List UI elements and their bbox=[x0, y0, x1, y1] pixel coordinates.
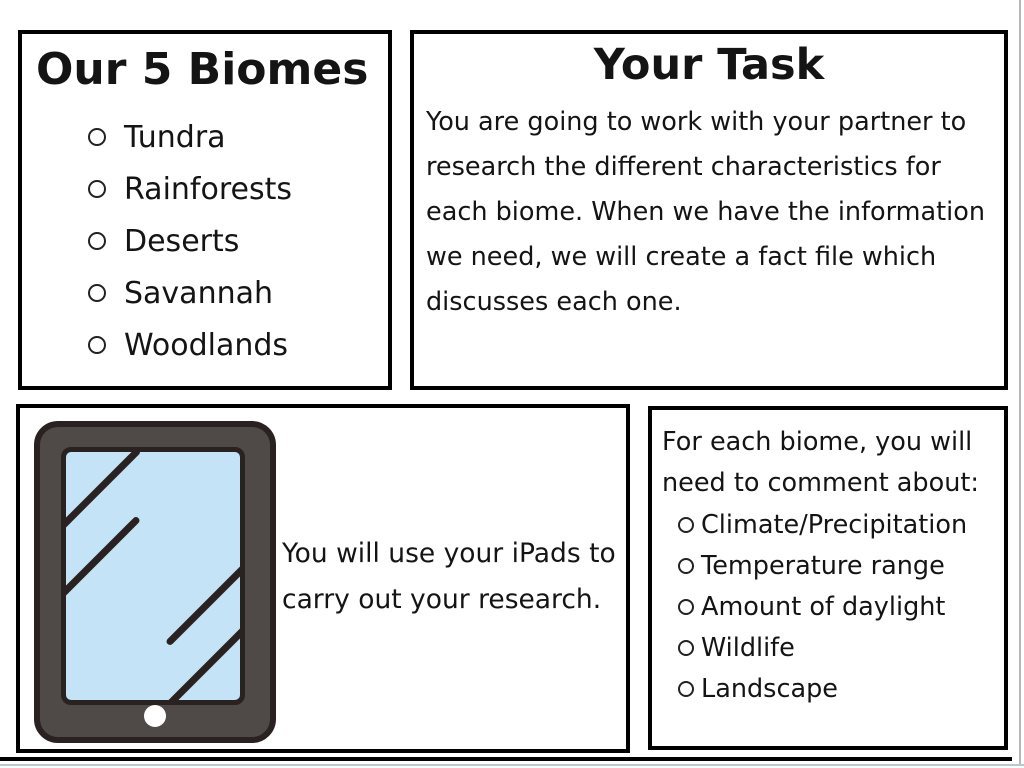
ipad-box bbox=[16, 404, 630, 753]
list-item bbox=[678, 668, 1004, 709]
screen-reflection-line bbox=[61, 516, 141, 606]
list-item bbox=[88, 111, 388, 163]
requirements-box bbox=[648, 406, 1008, 750]
circle-bullet-icon bbox=[88, 336, 106, 354]
circle-bullet-icon bbox=[88, 284, 106, 302]
circle-bullet-icon bbox=[678, 681, 694, 697]
list-item bbox=[678, 586, 1004, 627]
circle-bullet-icon bbox=[678, 640, 694, 656]
circle-bullet-icon bbox=[678, 558, 694, 574]
task-title: Your Task bbox=[593, 40, 825, 90]
biome-label: Rainforests bbox=[124, 171, 292, 207]
tablet-screen bbox=[61, 447, 245, 705]
requirement-label: Temperature range bbox=[701, 550, 945, 581]
list-item bbox=[88, 163, 388, 215]
biomes-list bbox=[22, 111, 388, 371]
list-item bbox=[88, 319, 388, 371]
requirements-intro: For each biome, you will need to comment about: bbox=[662, 427, 979, 498]
circle-bullet-icon bbox=[678, 599, 694, 615]
screen-reflection-line bbox=[165, 557, 245, 647]
biome-label: Tundra bbox=[124, 119, 226, 155]
slide-right-soft-line bbox=[1019, 0, 1021, 764]
requirements-list bbox=[652, 504, 1004, 709]
circle-bullet-icon bbox=[88, 128, 106, 146]
list-item bbox=[88, 215, 388, 267]
screen-reflection-line bbox=[163, 607, 245, 705]
requirement-label: Wildlife bbox=[701, 632, 795, 663]
biomes-box bbox=[18, 30, 392, 390]
task-box bbox=[410, 30, 1008, 390]
slide-bottom-soft-line bbox=[0, 764, 1024, 766]
requirement-label: Climate/Precipitation bbox=[701, 509, 968, 540]
requirement-label: Landscape bbox=[701, 673, 838, 704]
ipad-instruction-text: You will use your iPads to carry out your research. bbox=[282, 537, 616, 615]
biome-label: Savannah bbox=[124, 275, 273, 311]
requirement-label: Amount of daylight bbox=[701, 591, 946, 622]
list-item bbox=[678, 627, 1004, 668]
list-item bbox=[88, 267, 388, 319]
list-item bbox=[678, 504, 1004, 545]
circle-bullet-icon bbox=[88, 232, 106, 250]
slide-bottom-edge-line bbox=[0, 757, 1012, 761]
list-item bbox=[678, 545, 1004, 586]
biomes-title: Our 5 Biomes bbox=[36, 44, 369, 95]
biome-label: Woodlands bbox=[124, 327, 289, 363]
home-button-icon bbox=[144, 705, 166, 727]
tablet-icon bbox=[34, 421, 276, 743]
circle-bullet-icon bbox=[678, 517, 694, 533]
biome-label: Deserts bbox=[124, 223, 240, 259]
circle-bullet-icon bbox=[88, 180, 106, 198]
task-body-text: You are going to work with your partner to research the different characteristics for each biome. When we have the information we need, we will create a fact file which discusses each one. bbox=[426, 107, 985, 317]
